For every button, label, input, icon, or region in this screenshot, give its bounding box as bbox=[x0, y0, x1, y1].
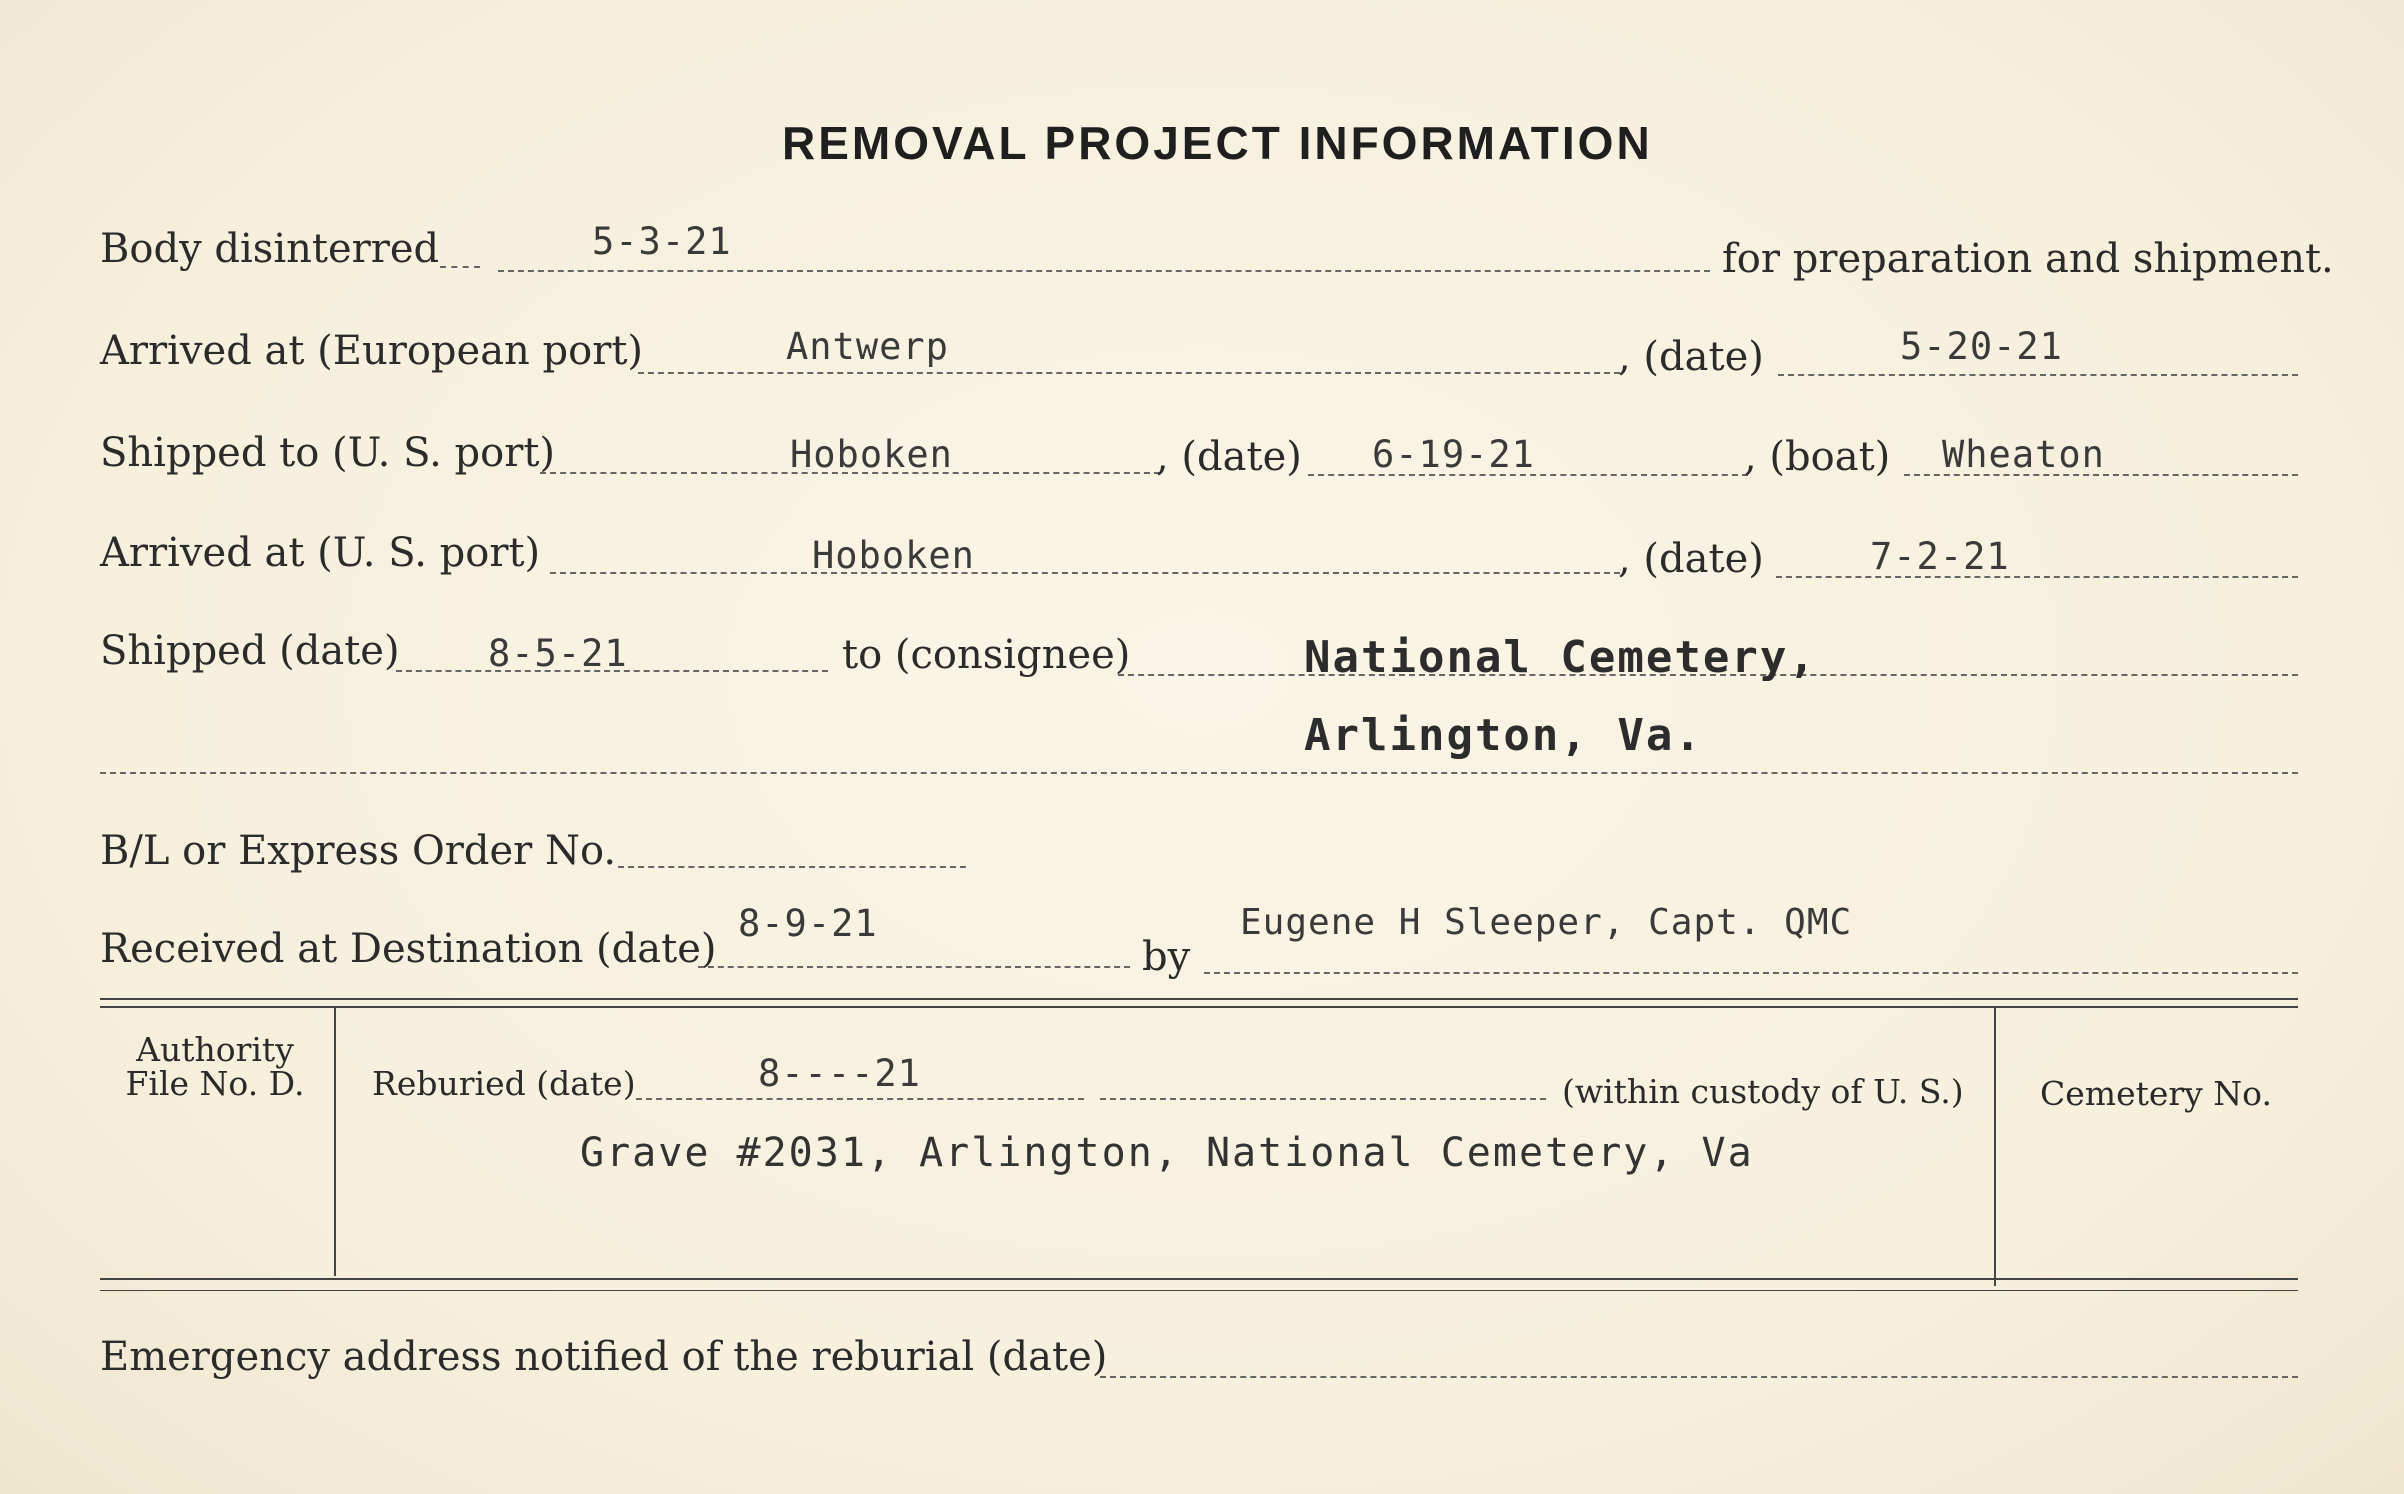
page-title: REMOVAL PROJECT INFORMATION bbox=[782, 117, 1653, 169]
box-top-rule-1 bbox=[100, 998, 2298, 1000]
arrived-us-port-line bbox=[550, 572, 1620, 574]
arrived-european-port-label: Arrived at (European port) bbox=[100, 328, 644, 374]
reburied-date-value: 8----21 bbox=[758, 1052, 921, 1095]
european-date-label: , (date) bbox=[1618, 334, 1764, 380]
box-divider-left bbox=[334, 1006, 336, 1276]
disinterred-date-line bbox=[498, 270, 1710, 272]
arrived-us-date-value: 7-2-21 bbox=[1870, 535, 2010, 578]
boat-label: , (boat) bbox=[1744, 434, 1891, 480]
shipped-us-port-value: Hoboken bbox=[790, 433, 953, 476]
body-disinterred-label: Body disinterred bbox=[100, 226, 440, 272]
received-destination-label: Received at Destination (date) bbox=[100, 926, 717, 972]
reburied-label: Reburied (date) bbox=[372, 1064, 636, 1103]
shipped-date-label-2: Shipped (date) bbox=[100, 628, 400, 674]
shipped-date-value: 6-19-21 bbox=[1372, 433, 1535, 476]
bl-express-order-label: B/L or Express Order No. bbox=[100, 828, 617, 874]
arrived-us-date-label: , (date) bbox=[1618, 536, 1764, 582]
box-bottom-rule bbox=[100, 1278, 2298, 1280]
bl-express-order-line bbox=[618, 866, 966, 868]
shipped-date-label: , (date) bbox=[1156, 434, 1302, 480]
received-date-line bbox=[698, 966, 1130, 968]
custody-note: (within custody of U. S.) bbox=[1562, 1072, 1964, 1111]
authority-label-1: Authority bbox=[136, 1030, 294, 1069]
consignee-continuation-line bbox=[100, 772, 2298, 774]
shipped-date-value-2: 8-5-21 bbox=[488, 632, 628, 675]
grave-location-value: Grave #2031, Arlington, National Cemetery, Va bbox=[580, 1130, 1754, 1176]
arrived-us-date-line bbox=[1776, 576, 2298, 578]
received-by-value: Eugene H Sleeper, Capt. QMC bbox=[1240, 902, 1853, 943]
received-date-value: 8-9-21 bbox=[738, 902, 878, 945]
shipped-us-port-label: Shipped to (U. S. port) bbox=[100, 430, 555, 476]
consignee-line2-value: Arlington, Va. bbox=[1304, 710, 1703, 761]
boat-value: Wheaton bbox=[1942, 433, 2105, 476]
box-bottom-rule-2 bbox=[100, 1290, 2298, 1291]
disinterred-suffix: for preparation and shipment. bbox=[1722, 236, 2334, 282]
leader-line bbox=[440, 266, 480, 268]
arrived-us-port-label: Arrived at (U. S. port) bbox=[100, 530, 541, 576]
european-date-line bbox=[1778, 374, 2298, 376]
emergency-address-label: Emergency address notified of the reburial (date) bbox=[100, 1334, 1108, 1380]
european-date-value: 5-20-21 bbox=[1900, 325, 2063, 368]
cemetery-no-label: Cemetery No. bbox=[2040, 1074, 2272, 1113]
reburied-date-line-2 bbox=[1100, 1098, 1546, 1100]
disinterred-date-value: 5-3-21 bbox=[592, 220, 732, 263]
authority-label-2: File No. D. bbox=[125, 1064, 305, 1103]
consignee-line1-value: National Cemetery, bbox=[1304, 632, 1817, 683]
by-label: by bbox=[1142, 934, 1191, 980]
arrived-us-port-value: Hoboken bbox=[812, 534, 975, 577]
european-port-line bbox=[638, 372, 1620, 374]
european-port-value: Antwerp bbox=[786, 325, 949, 368]
emergency-address-line bbox=[1100, 1376, 2298, 1378]
consignee-label: to (consignee) bbox=[842, 632, 1131, 678]
box-divider-right bbox=[1994, 1006, 1996, 1286]
received-by-line bbox=[1204, 972, 2298, 974]
box-top-rule-2 bbox=[100, 1006, 2298, 1008]
reburied-date-line bbox=[636, 1098, 1084, 1100]
